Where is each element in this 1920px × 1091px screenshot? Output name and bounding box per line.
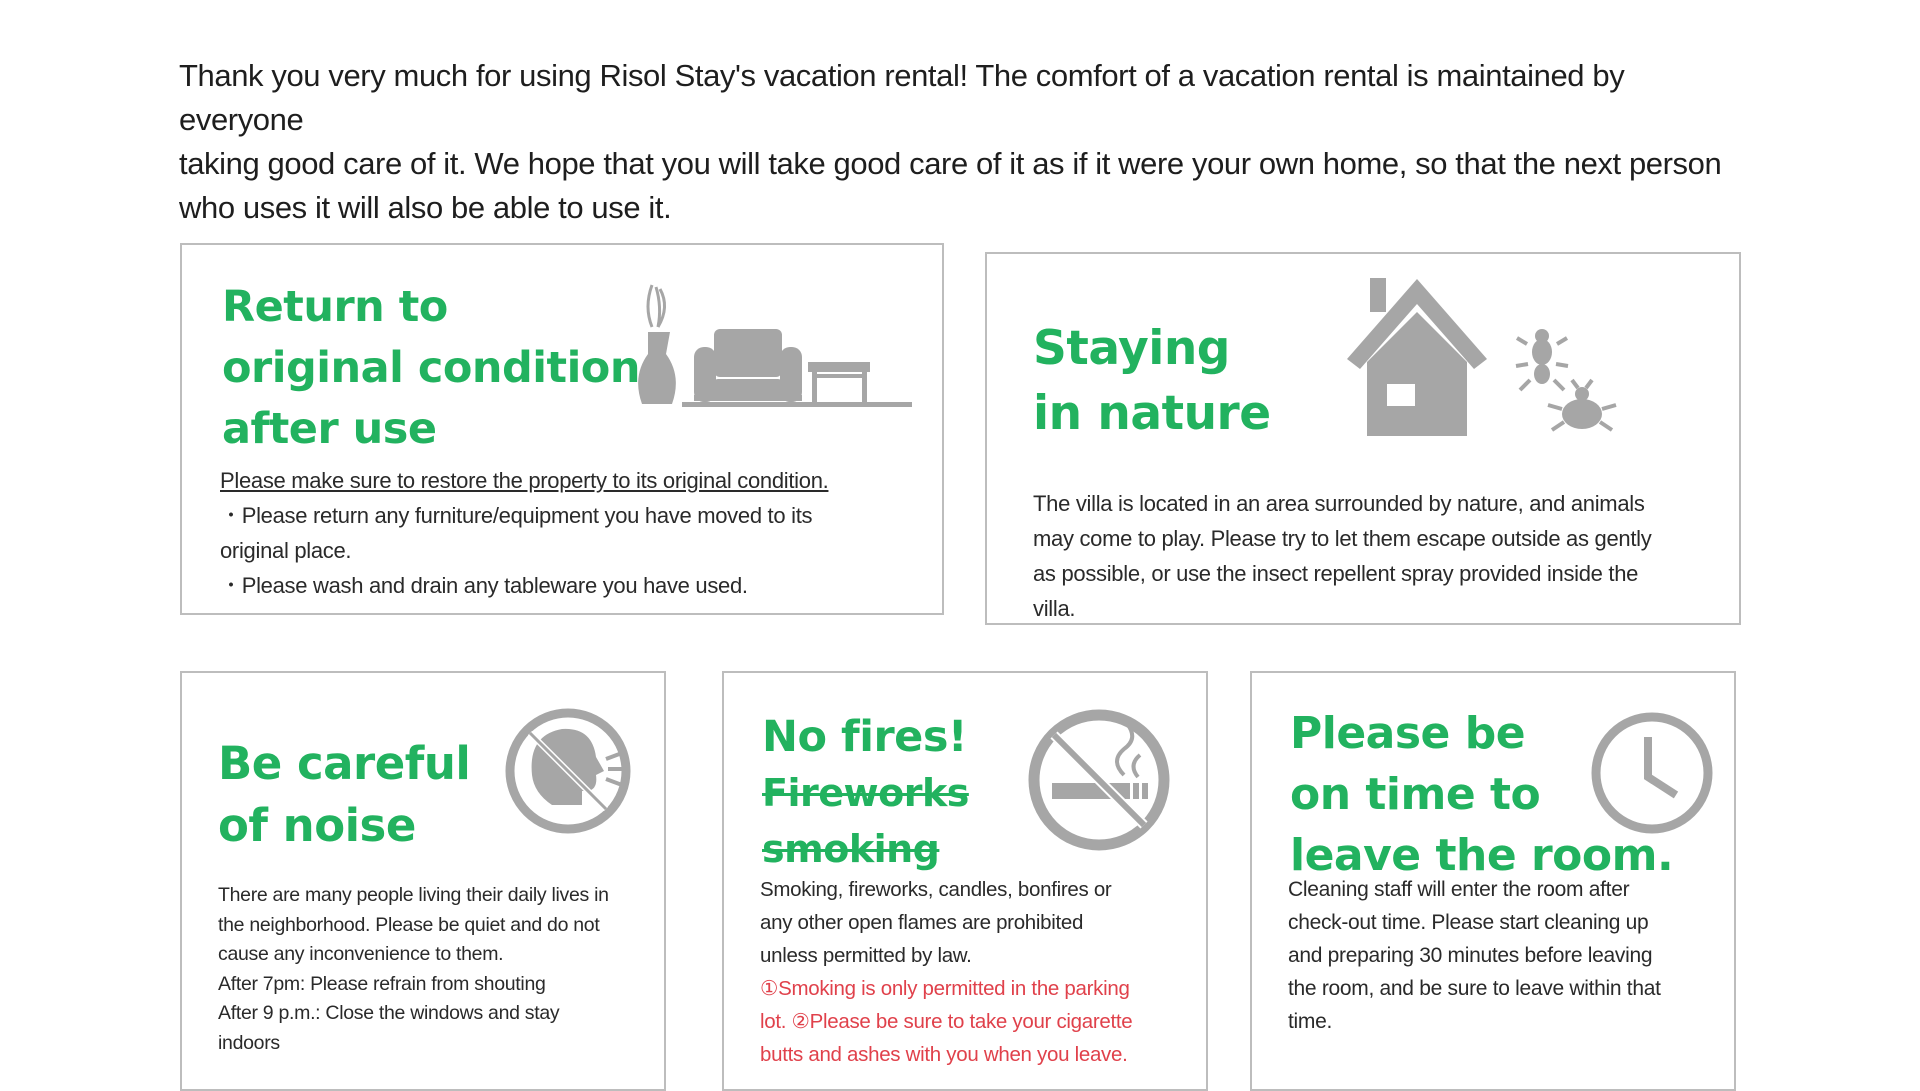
intro-line: who uses it will also be able to use it. [179,190,672,225]
body-line: as possible, or use the insect repellent spray provided inside the [1033,561,1639,586]
intro-text [179,54,1739,230]
card-time [1250,671,1736,1091]
card-title-line: No fires! [762,712,968,762]
body-line: cause any inconvenience to them. [218,943,504,965]
card-title-struck: smoking [762,827,940,871]
body-line: the room, and be sure to leave within that [1288,977,1661,1000]
body-line: After 9 p.m.: Close the windows and stay [218,1002,560,1024]
card-title-line: of noise [218,799,416,852]
card-title [1033,316,1271,446]
bullet-line: ・Please return any furniture/equipment you have moved to its [220,503,813,528]
card-title [218,733,470,857]
clock-icon [1588,709,1716,837]
card-body [1033,486,1733,626]
body-line: Cleaning staff will enter the room after [1288,878,1630,901]
body-line: may come to play. Please try to let them escape outside as gently [1033,526,1652,551]
body-line: unless permitted by law. [760,944,972,967]
body-line: the neighborhood. Please be quiet and do not [218,913,600,936]
card-title-line: after use [222,404,437,454]
body-line: check-out time. Please start cleaning up [1288,911,1649,934]
card-fires [722,671,1208,1091]
card-nature [985,252,1741,625]
warning-line: butts and ashes with you when you leave. [760,1043,1128,1066]
body-line: Smoking, fireworks, candles, bonfires or [760,878,1112,901]
card-title-line: leave the room. [1290,830,1674,881]
card-title-line: in nature [1033,386,1271,441]
card-title-line: original condition [222,343,640,393]
card-body [218,881,658,1058]
card-noise [180,671,666,1091]
body-line: After 7pm: Please refrain from shouting [218,972,546,995]
card-title-line: Please be [1290,708,1526,759]
bullet-line: ・Please wash and drain any tableware you have used. [220,573,748,598]
card-title-line: Staying [1033,321,1230,376]
warning-line: ①Smoking is only permitted in the parking [760,977,1130,1000]
card-title-line: Be careful [218,737,471,790]
body-line: any other open flames are prohibited [760,911,1084,934]
body-line: There are many people living their daily lives in [218,884,609,906]
body-line: villa. [1033,596,1076,621]
body-line: The villa is located in an area surrounded by nature, and animals [1033,491,1645,516]
house-insects-icon [1342,274,1642,444]
body-line: indoors [218,1031,280,1054]
card-title-line: Return to [222,282,448,332]
no-smoking-icon [1024,705,1174,855]
warning-line: lot. ②Please be sure to take your cigarette [760,1010,1133,1033]
card-title [222,277,640,460]
body-line: and preparing 30 minutes before leaving [1288,944,1653,967]
card-restore [180,243,944,615]
intro-line: taking good care of it. We hope that you will take good care of it as if it were your own home, so that the next person [179,146,1722,181]
body-line: time. [1288,1010,1333,1033]
card-body [760,873,1200,1071]
bullet-line: original place. [220,538,352,563]
card-body [220,463,920,603]
no-shouting-icon [502,705,634,837]
card-body [1288,873,1728,1038]
card-subtitle: Please make sure to restore the property to its original condition. [220,468,829,493]
intro-line: Thank you very much for using Risol Stay's vacation rental! The comfort of a vacation rental is maintained by everyone [179,58,1625,137]
card-title-line: on time to [1290,769,1541,820]
furniture-icon [622,277,912,427]
card-title [762,709,969,877]
card-title-struck: Fireworks [762,771,969,815]
